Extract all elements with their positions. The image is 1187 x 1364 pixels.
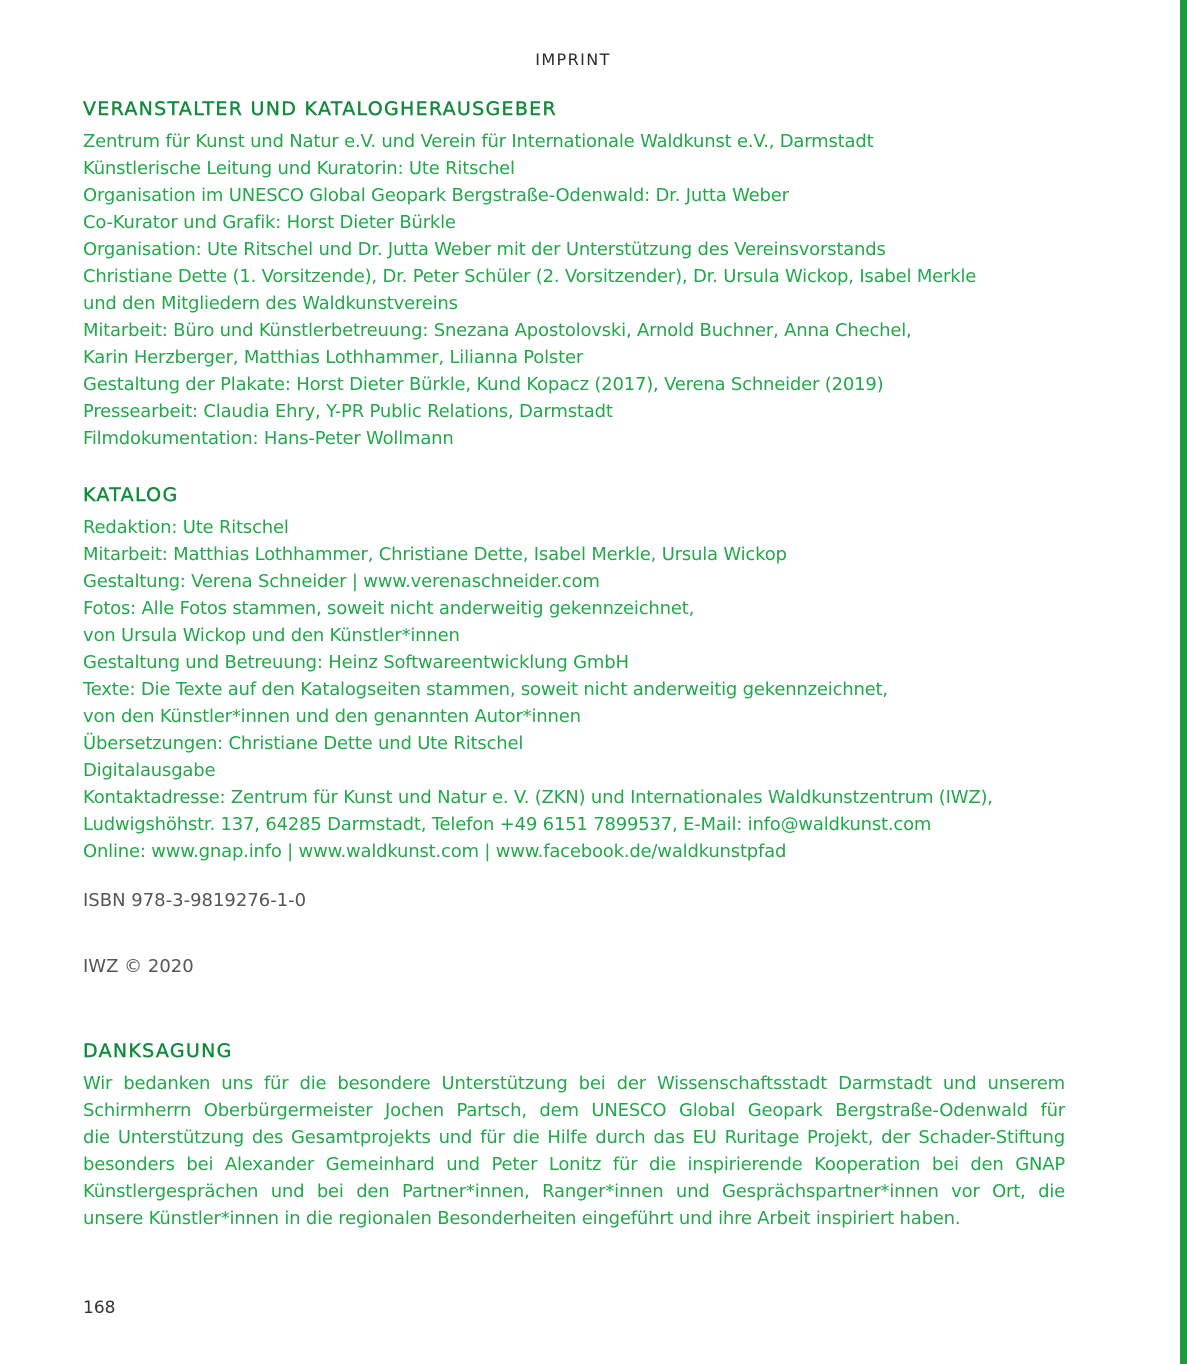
danksagung-line: Wir bedanken uns für die besondere Unterstützung bei der Wissenschaftsstadt Darmstadt und unserem (83, 1073, 1065, 1094)
katalog-section (83, 482, 1065, 980)
isbn-line: ISBN 978-3-9819276-1-0 (83, 890, 307, 911)
veranstalter-line: Organisation: Ute Ritschel und Dr. Jutta Weber mit der Unterstützung des Vereinsvorstands (83, 239, 886, 260)
katalog-line: Mitarbeit: Matthias Lothhammer, Christiane Dette, Isabel Merkle, Ursula Wickop (83, 544, 787, 565)
katalog-line: Kontaktadresse: Zentrum für Kunst und Natur e. V. (ZKN) und Internationales Waldkunstzentrum (IWZ), (83, 787, 993, 808)
katalog-line: Gestaltung und Betreuung: Heinz Softwareentwicklung GmbH (83, 652, 629, 673)
katalog-line: von den Künstler*innen und den genannten Autor*innen (83, 706, 581, 727)
page-number: 168 (83, 1298, 116, 1318)
section-spacer (83, 452, 1065, 482)
veranstalter-line: Co-Kurator und Grafik: Horst Dieter Bürkle (83, 212, 456, 233)
danksagung-paragraph (83, 1070, 1065, 1232)
veranstalter-line: Mitarbeit: Büro und Künstlerbetreuung: Snezana Apostolovski, Arnold Buchner, Anna Chechel, (83, 320, 912, 341)
veranstalter-line: Organisation im UNESCO Global Geopark Bergstraße-Odenwald: Dr. Jutta Weber (83, 185, 789, 206)
veranstalter-line: Pressearbeit: Claudia Ehry, Y-PR Public Relations, Darmstadt (83, 401, 613, 422)
katalog-line: Gestaltung: Verena Schneider | www.verenaschneider.com (83, 571, 600, 592)
running-head: IMPRINT (535, 50, 611, 69)
katalog-heading: KATALOG (83, 484, 179, 506)
katalog-line: Übersetzungen: Christiane Dette und Ute Ritschel (83, 733, 524, 754)
imprint-content (83, 96, 1065, 1232)
katalog-line: Texte: Die Texte auf den Katalogseiten stammen, soweit nicht anderweitig gekennzeichnet, (83, 679, 888, 700)
veranstalter-line: Gestaltung der Plakate: Horst Dieter Bürkle, Kund Kopacz (2017), Verena Schneider (2019) (83, 374, 884, 395)
section-spacer (83, 980, 1065, 1038)
veranstalter-line: Künstlerische Leitung und Kuratorin: Ute Ritschel (83, 158, 515, 179)
veranstalter-section (83, 96, 1065, 452)
right-edge-accent-bar (1180, 0, 1187, 1364)
veranstalter-heading: VERANSTALTER UND KATALOGHERAUSGEBER (83, 98, 557, 120)
katalog-lines (83, 514, 1065, 865)
katalog-line: Digitalausgabe (83, 760, 216, 781)
katalog-line: Online: www.gnap.info | www.waldkunst.com | www.facebook.de/waldkunstpfad (83, 841, 787, 862)
veranstalter-lines (83, 128, 1065, 452)
danksagung-line: Künstlergesprächen und bei den Partner*innen, Ranger*innen und Gesprächspartner*innen vor Ort, die (83, 1181, 1065, 1202)
katalog-line: Ludwigshöhstr. 137, 64285 Darmstadt, Telefon +49 6151 7899537, E-Mail: info@waldkunst.com (83, 814, 932, 835)
danksagung-line: besonders bei Alexander Gemeinhard und Peter Lonitz für die inspirierende Kooperation bei den GNAP (83, 1154, 1065, 1175)
danksagung-section (83, 1038, 1065, 1232)
veranstalter-line: Filmdokumentation: Hans-Peter Wollmann (83, 428, 454, 449)
veranstalter-line: und den Mitgliedern des Waldkunstvereins (83, 293, 458, 314)
veranstalter-line: Zentrum für Kunst und Natur e.V. und Verein für Internationale Waldkunst e.V., Darmstadt (83, 131, 874, 152)
danksagung-line: Schirmherrn Oberbürgermeister Jochen Partsch, dem UNESCO Global Geopark Bergstraße-Odenwald für (83, 1100, 1065, 1121)
danksagung-line: unsere Künstler*innen in die regionalen Besonderheiten eingeführt und ihre Arbeit inspiriert haben. (83, 1208, 961, 1229)
copyright-line: IWZ © 2020 (83, 956, 194, 977)
katalog-line: Fotos: Alle Fotos stammen, soweit nicht anderweitig gekennzeichnet, (83, 598, 695, 619)
danksagung-line: die Unterstützung des Gesamtprojekts und für die Hilfe durch das EU Ruritage Projekt, der Schader-Stiftung (83, 1127, 1065, 1148)
katalog-line: Redaktion: Ute Ritschel (83, 517, 289, 538)
danksagung-heading: DANKSAGUNG (83, 1040, 233, 1062)
veranstalter-line: Karin Herzberger, Matthias Lothhammer, Lilianna Polster (83, 347, 584, 368)
veranstalter-line: Christiane Dette (1. Vorsitzende), Dr. Peter Schüler (2. Vorsitzender), Dr. Ursula Wickop, Isabel Merkle (83, 266, 977, 287)
katalog-line: von Ursula Wickop und den Künstler*innen (83, 625, 460, 646)
